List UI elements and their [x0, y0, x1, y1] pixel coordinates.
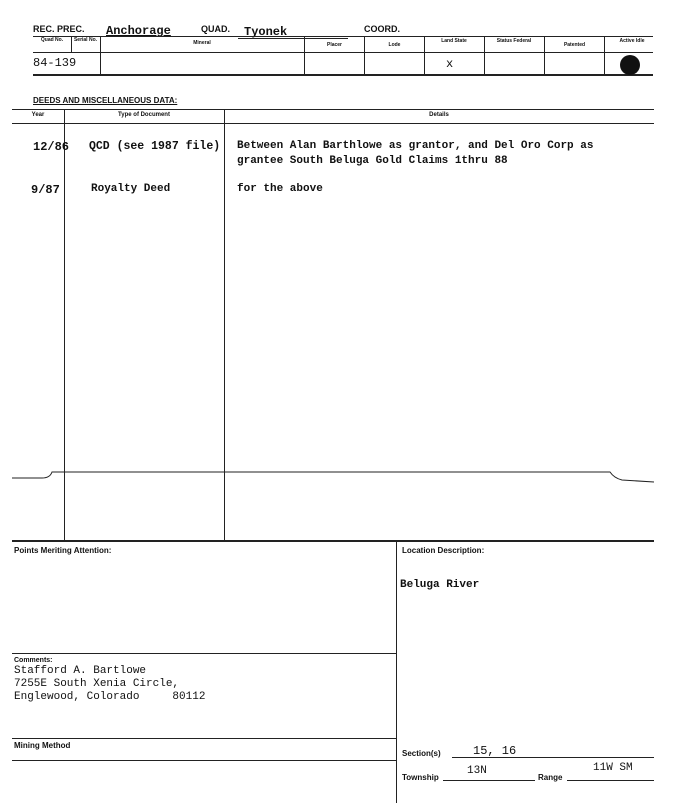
record-col-divider-8 [604, 36, 605, 74]
record-col-divider-4 [364, 36, 365, 74]
mining-method-label: Mining Method [14, 741, 71, 750]
deeds-col-type-header: Type of Document [118, 112, 170, 118]
active-indicator-dot [620, 55, 640, 75]
col-serial-no-header: Serial No. [73, 37, 98, 43]
quad-label: QUAD. [201, 24, 230, 34]
points-meriting-attention-label: Points Meriting Attention: [14, 546, 112, 555]
range-label: Range [538, 773, 563, 782]
col-quad-no-header: Quad No. [40, 37, 64, 43]
sections-label: Section(s) [402, 749, 441, 758]
deeds-col-year-header: Year [31, 112, 45, 118]
col-mineral-header: Mineral [193, 40, 211, 46]
deed-row-1-details-line1: Between Alan Barthlowe as grantor, and Del Oro Corp as [237, 140, 594, 152]
record-col-divider-6 [484, 36, 485, 74]
record-table-top-border [33, 36, 653, 37]
comments-top-border [12, 653, 396, 654]
mining-method-top-border [12, 738, 396, 739]
col-status-federal-header: Status Federal [496, 38, 532, 44]
deed-row-1-type: QCD (see 1987 file) [89, 140, 221, 153]
record-table-bottom-border [33, 74, 653, 76]
comments-line-2: 7255E South Xenia Circle, [14, 678, 180, 690]
lower-center-divider [396, 541, 397, 803]
quad-value: Tyonek [244, 25, 288, 39]
deed-row-1-year: 12/86 [33, 140, 70, 154]
rec-prec-label: REC. PREC. [33, 24, 85, 34]
township-label: Township [402, 773, 439, 782]
record-table-header-border [33, 52, 653, 53]
deeds-table-bottom-border [12, 540, 654, 542]
col-land-state-header: Land State [441, 38, 467, 44]
comments-line-3: Englewood, Colorado 80112 [14, 691, 206, 703]
col-lode-header: Lode [388, 42, 401, 48]
record-col-divider-3 [304, 36, 305, 74]
deed-row-2-year: 9/87 [31, 183, 60, 197]
range-underline [567, 780, 654, 781]
township-underline [443, 780, 535, 781]
quad-no-value: 84-139 [33, 56, 77, 70]
col-placer-header: Placer [326, 42, 342, 48]
deeds-table-header-border [12, 123, 654, 124]
deed-row-2-type: Royalty Deed [91, 183, 171, 195]
sections-underline [452, 757, 654, 758]
record-col-divider-7 [544, 36, 545, 74]
quad-value-underline [238, 38, 348, 39]
col-patented-header: Patented [563, 42, 586, 48]
range-value: 11W SM [593, 762, 633, 774]
comments-line-1: Stafford A. Bartlowe [14, 665, 147, 677]
deed-row-2-details-line1: for the above [237, 183, 323, 195]
comments-label: Comments: [14, 657, 53, 664]
township-value: 13N [467, 765, 487, 777]
sections-value: 15, 16 [473, 744, 517, 758]
deed-row-1-details-line2: grantee South Beluga Gold Claims 1thru 88 [237, 155, 508, 167]
mining-method-bottom-border [12, 760, 396, 761]
deeds-table-top-border [12, 109, 654, 110]
rec-prec-value: Anchorage [106, 24, 171, 38]
record-col-divider-5 [424, 36, 425, 74]
coord-label: COORD. [364, 24, 400, 34]
location-description-label: Location Description: [402, 546, 485, 555]
scan-fold-line [0, 462, 678, 492]
deeds-section-title: DEEDS AND MISCELLANEOUS DATA: [33, 96, 178, 105]
location-description-value: Beluga River [400, 579, 480, 591]
land-state-mark: x [446, 57, 454, 71]
deeds-col-details-header: Details [429, 112, 449, 118]
col-active-idle-header: Active Idle [619, 38, 645, 44]
